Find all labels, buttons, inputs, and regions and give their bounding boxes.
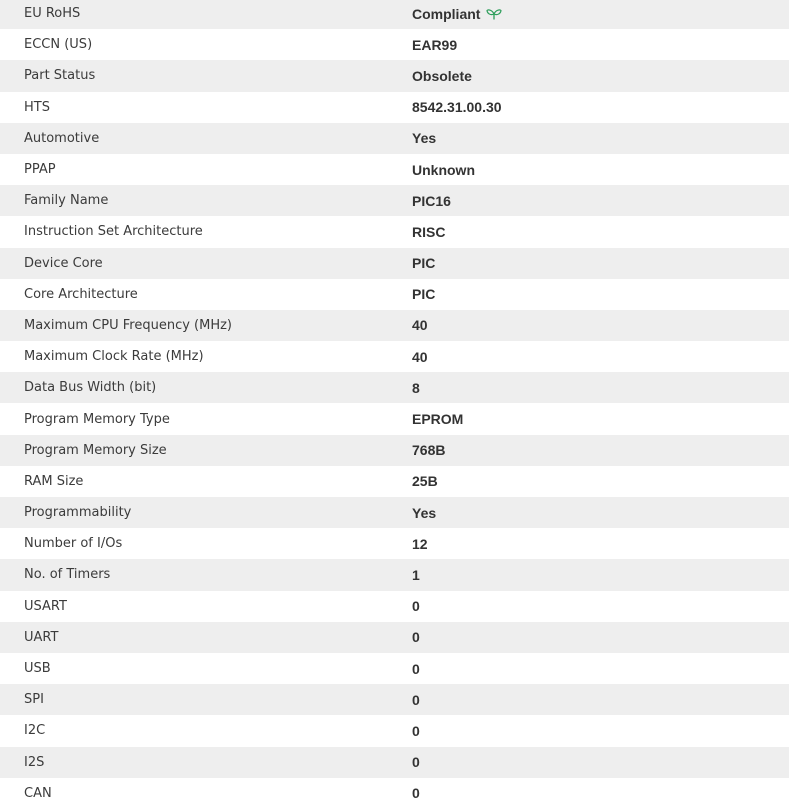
spec-label: USB — [0, 653, 412, 684]
spec-value: 1 — [412, 559, 789, 590]
spec-row-eu-rohs — [0, 0, 789, 29]
spec-value: Unknown — [412, 154, 789, 185]
spec-value: 0 — [412, 622, 789, 653]
spec-label: SPI — [0, 684, 412, 715]
spec-row-usart — [0, 591, 789, 622]
spec-row-i2s — [0, 747, 789, 778]
spec-label: Automotive — [0, 123, 412, 154]
spec-row-ram-size — [0, 466, 789, 497]
spec-value: 12 — [412, 528, 789, 559]
spec-row-family-name — [0, 185, 789, 216]
spec-value: PIC — [412, 279, 789, 310]
spec-value: EAR99 — [412, 29, 789, 60]
spec-label: PPAP — [0, 154, 412, 185]
spec-row-max-cpu-frequency — [0, 310, 789, 341]
spec-value: 8542.31.00.30 — [412, 92, 789, 123]
spec-row-eccn — [0, 29, 789, 60]
spec-value: 0 — [412, 715, 789, 746]
spec-row-can — [0, 778, 789, 809]
spec-label: Device Core — [0, 248, 412, 279]
spec-value: 25B — [412, 466, 789, 497]
spec-value: 0 — [412, 591, 789, 622]
spec-value: PIC16 — [412, 185, 789, 216]
leaf-icon — [486, 8, 502, 20]
spec-label: Maximum Clock Rate (MHz) — [0, 341, 412, 372]
spec-value-cell — [412, 0, 789, 29]
spec-label: Instruction Set Architecture — [0, 216, 412, 247]
spec-value: Yes — [412, 123, 789, 154]
spec-label: Program Memory Type — [0, 403, 412, 434]
spec-label: RAM Size — [0, 466, 412, 497]
spec-label: USART — [0, 591, 412, 622]
spec-label: Part Status — [0, 60, 412, 91]
spec-label: Maximum CPU Frequency (MHz) — [0, 310, 412, 341]
spec-value: 0 — [412, 684, 789, 715]
spec-row-uart — [0, 622, 789, 653]
spec-value: PIC — [412, 248, 789, 279]
spec-value: EPROM — [412, 403, 789, 434]
spec-value: 0 — [412, 778, 789, 809]
spec-label: Programmability — [0, 497, 412, 528]
spec-row-data-bus-width — [0, 372, 789, 403]
spec-label: No. of Timers — [0, 559, 412, 590]
spec-label: ECCN (US) — [0, 29, 412, 60]
spec-label: Data Bus Width (bit) — [0, 372, 412, 403]
spec-label: UART — [0, 622, 412, 653]
spec-label: HTS — [0, 92, 412, 123]
spec-row-program-memory-type — [0, 403, 789, 434]
spec-row-core-architecture — [0, 279, 789, 310]
spec-row-max-clock-rate — [0, 341, 789, 372]
spec-label: Number of I/Os — [0, 528, 412, 559]
spec-row-spi — [0, 684, 789, 715]
spec-row-device-core — [0, 248, 789, 279]
spec-label: CAN — [0, 778, 412, 809]
spec-value: 0 — [412, 747, 789, 778]
spec-row-ppap — [0, 154, 789, 185]
spec-label: Family Name — [0, 185, 412, 216]
spec-value: 0 — [412, 653, 789, 684]
spec-row-automotive — [0, 123, 789, 154]
spec-value: Yes — [412, 497, 789, 528]
spec-row-part-status — [0, 60, 789, 91]
spec-value: Obsolete — [412, 60, 789, 91]
spec-row-programmability — [0, 497, 789, 528]
spec-row-usb — [0, 653, 789, 684]
spec-value: Compliant — [412, 5, 481, 22]
spec-value: 40 — [412, 341, 789, 372]
spec-row-i2c — [0, 715, 789, 746]
spec-value: 40 — [412, 310, 789, 341]
spec-label: Core Architecture — [0, 279, 412, 310]
spec-row-hts — [0, 92, 789, 123]
spec-label: EU RoHS — [0, 0, 412, 29]
spec-value: RISC — [412, 216, 789, 247]
spec-row-instruction-set — [0, 216, 789, 247]
spec-row-number-of-ios — [0, 528, 789, 559]
spec-value: 8 — [412, 372, 789, 403]
spec-label: Program Memory Size — [0, 435, 412, 466]
spec-row-no-of-timers — [0, 559, 789, 590]
spec-label: I2C — [0, 715, 412, 746]
spec-row-program-memory-size — [0, 435, 789, 466]
spec-value: 768B — [412, 435, 789, 466]
spec-label: I2S — [0, 747, 412, 778]
